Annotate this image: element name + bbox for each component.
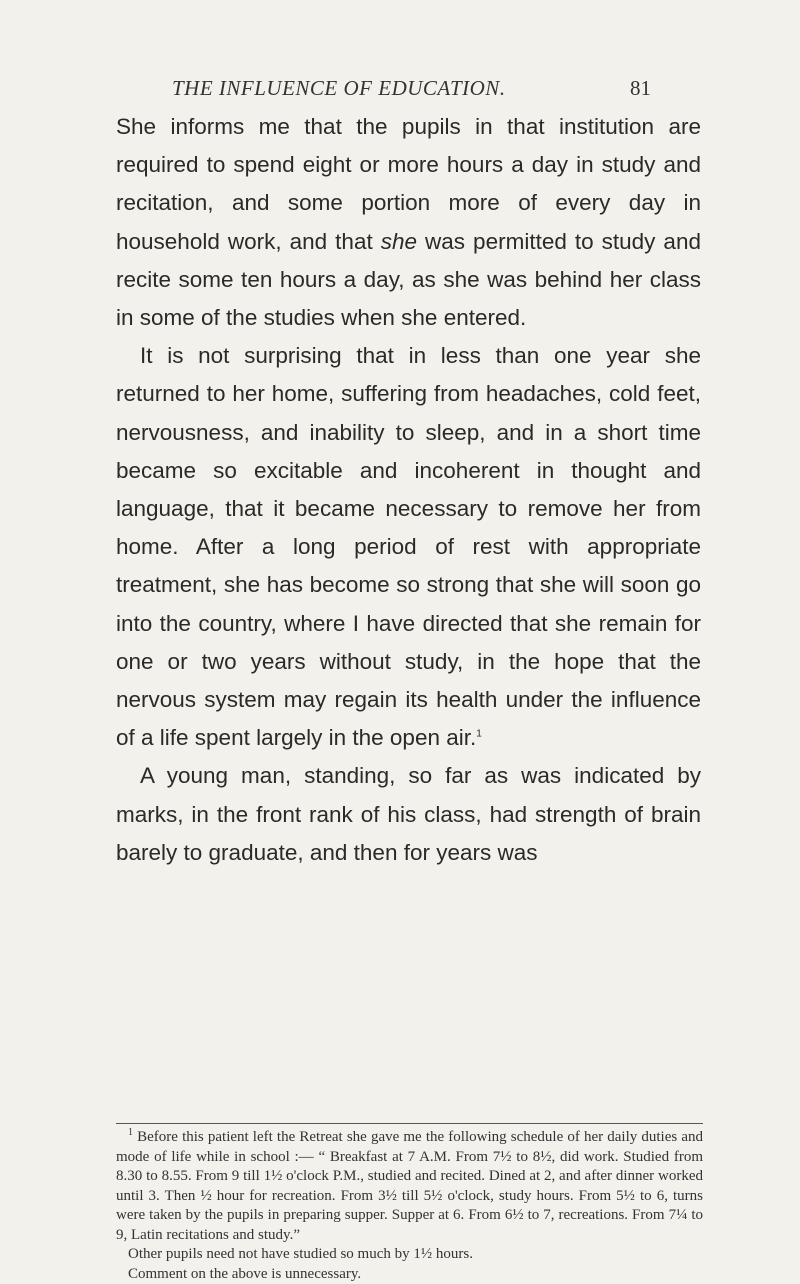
body-text: [116, 108, 701, 872]
emphasis-she: she: [381, 229, 417, 254]
paragraph-3-text: A young man, standing, so far as was indicated by marks, in the front rank of his class, had strength of brain barely to graduate, and then for years was: [116, 763, 701, 864]
footnote-paragraph-3: Comment on the above is unnecessary.: [116, 1265, 703, 1284]
page-number: 81: [630, 76, 651, 101]
footnote: [116, 1128, 703, 1284]
paragraph-1-text-b: was permitted to study and recite some ten hours a day, as she was behind her class in some of the studies when she entered.: [116, 229, 701, 330]
paragraph-1-text-a: She informs me that the pupils in that institution are required to spend eight or more hours a day in study and recitation, and some portion more of every day in household work, and that: [116, 114, 701, 254]
paragraph-2: [116, 337, 701, 757]
footnote-marker: 1: [128, 1127, 133, 1138]
footnote-divider: [116, 1123, 703, 1124]
footnote-paragraph-1: [116, 1128, 703, 1245]
page-header: [128, 76, 648, 106]
footnote-text-1: Before this patient left the Retreat she gave me the following schedule of her daily duties and mode of life while in school :— “ Breakfast at 7 A.M. From 7½ to 8½, did work. Studied from 8.30 to 8.55. From 9 till 1½ o'clock P.M., studied and recited. Dined at 2, and after dinner worked until 3. Then ½ hour for recreation. From 3½ till 5½ o'clock, study hours. From 5½ to 6, turns were taken by the pupils in preparing supper. Supper at 6. From 6½ to 7, recreations. From 7¼ to 9, Latin recitations and study.”: [116, 1129, 703, 1243]
footnote-reference: 1: [476, 729, 482, 740]
paragraph-1: [116, 108, 701, 337]
running-title: THE INFLUENCE OF EDUCATION.: [172, 76, 506, 101]
footnote-paragraph-2: Other pupils need not have studied so much by 1½ hours.: [116, 1245, 703, 1265]
paragraph-3: [116, 757, 701, 872]
paragraph-2-text: It is not surprising that in less than one year she returned to her home, suffering from headaches, cold feet, nervousness, and inability to sleep, and in a short time became so excitable and incoherent in thought and language, that it became necessary to remove her from home. After a long period of rest with appropriate treatment, she has become so strong that she will soon go into the country, where I have directed that she remain for one or two years without study, in the hope that the nervous system may regain its health under the influence of a life spent largely in the open air.: [116, 343, 701, 750]
